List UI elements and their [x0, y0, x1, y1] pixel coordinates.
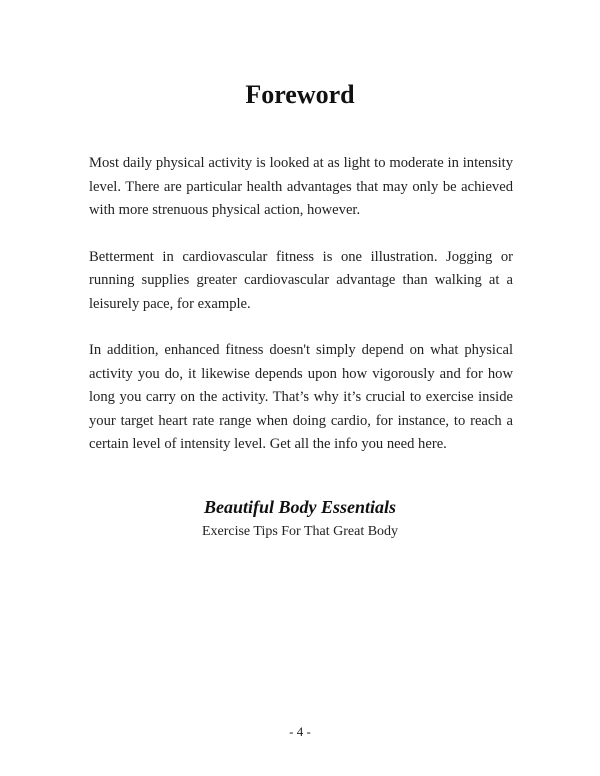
- book-subtitle: Exercise Tips For That Great Body: [201, 524, 399, 539]
- paragraph-1: Most daily physical activity is looked at as light to moderate in intensity level. There are particular health advantages that may only be achieved with more strenuous physical action, however.: [89, 155, 513, 218]
- page-number: - 4 -: [289, 724, 311, 739]
- book-title: Beautiful Body Essentials: [203, 497, 397, 517]
- paragraph-3: In addition, enhanced fitness doesn't simply depend on what physical activity you do, it likewise depends upon how vigorously and for how long you carry on the activity. That’s why it’s crucial to exercise inside your target heart rate range when doing cardio, for instance, to reach a certain level of intensity level. Get all the info you need here.: [89, 342, 513, 452]
- page-title: Foreword: [245, 80, 355, 109]
- paragraph-2: Betterment in cardiovascular fitness is one illustration. Jogging or running supplies greater cardiovascular advantage than walking at a leisurely pace, for example.: [89, 248, 513, 312]
- foreword-body: [89, 152, 513, 480]
